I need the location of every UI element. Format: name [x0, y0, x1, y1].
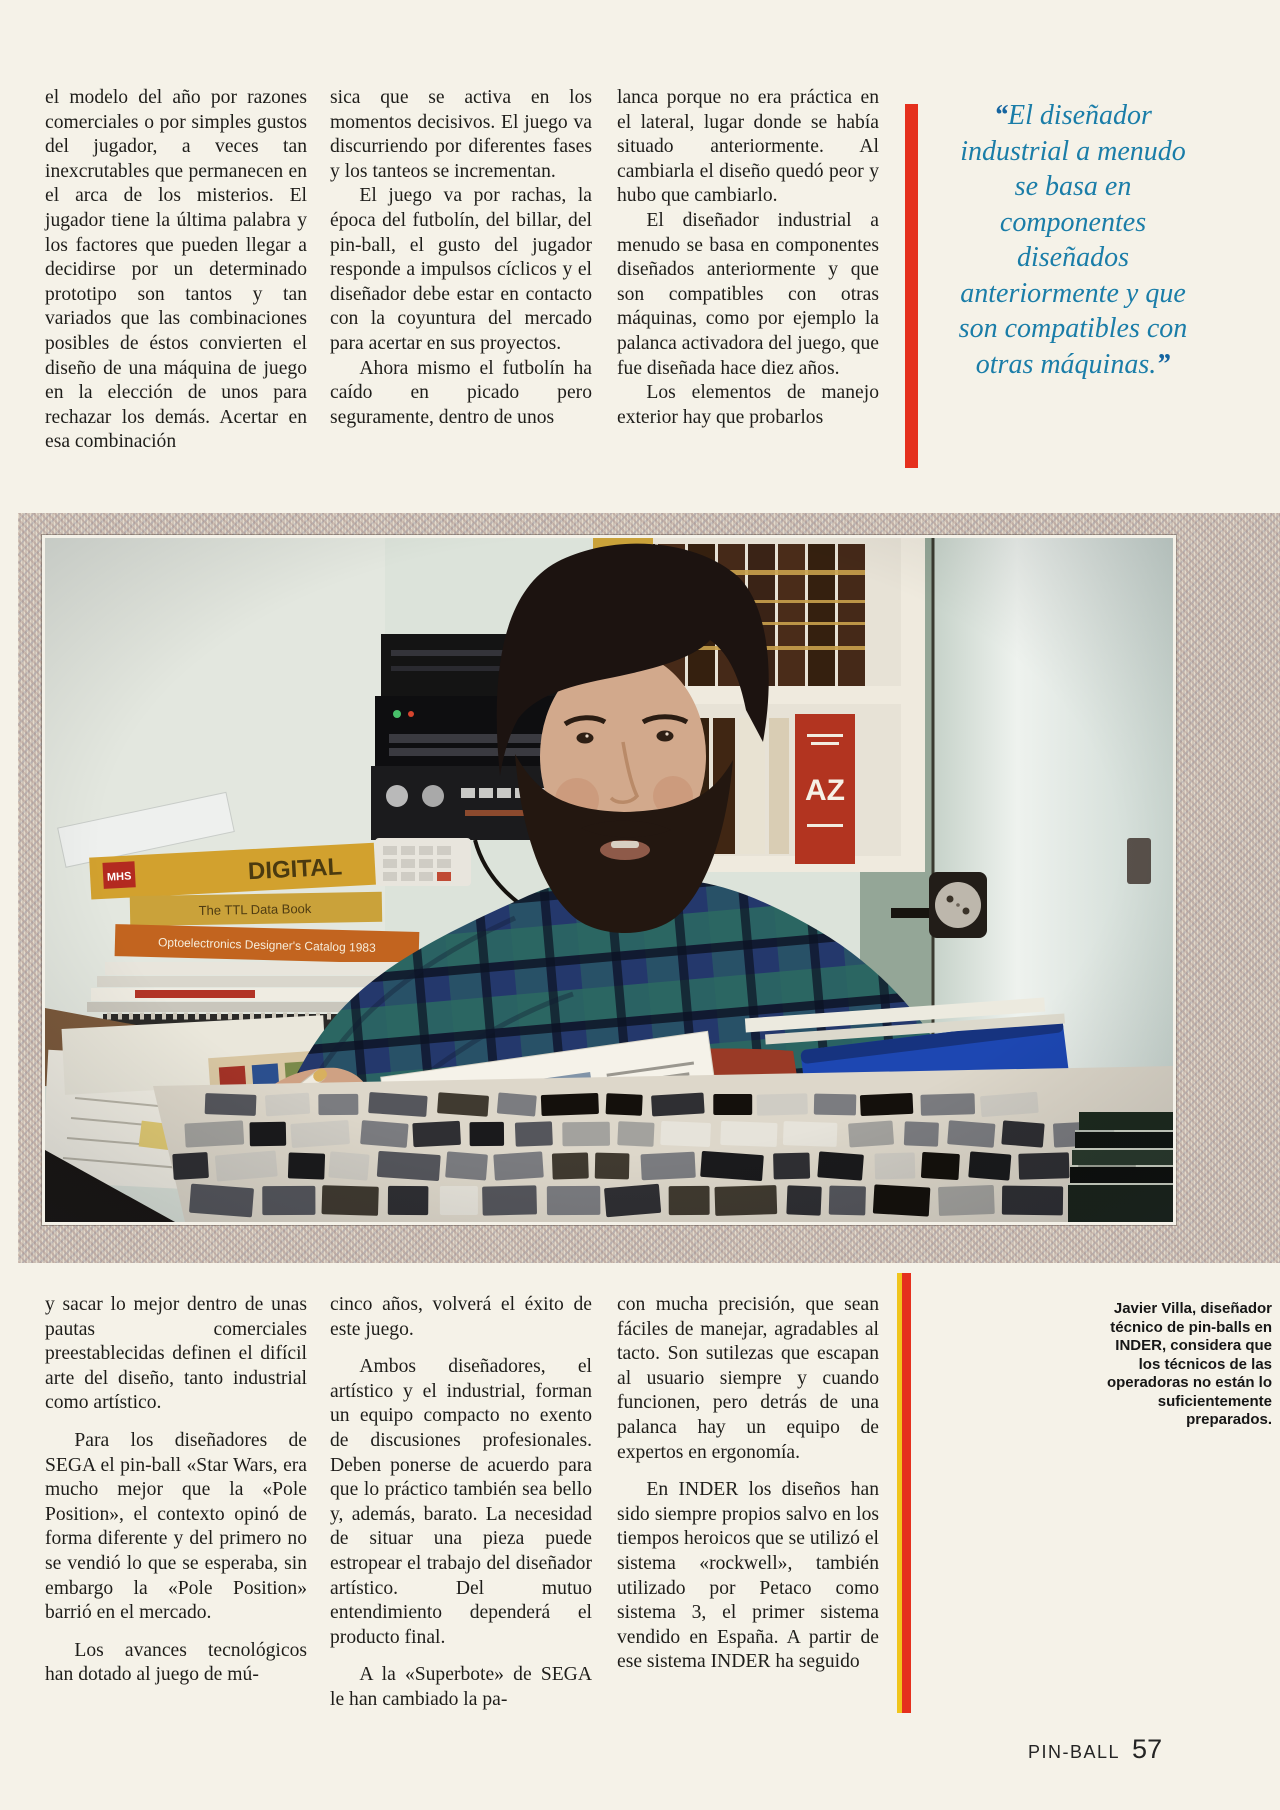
paragraph: Ambos diseñadores, el artístico y el industrial, forman un equipo compacto no exento de discusiones profesionales. Deben ponerse de acuerdo para que lo práctico también sea bello y, además, barato. La necesidad de situar una pieza puede estropear el trabajo del diseñador artístico. Del mutuo entendimiento dependerá el producto final.: [330, 1356, 592, 1648]
folio-page-number: 57: [1132, 1734, 1163, 1764]
close-quote-mark: ”: [1156, 348, 1171, 380]
photo-mat: [18, 513, 1280, 1263]
top-column-1: [45, 86, 307, 455]
paragraph: Ahora mismo el futbolín ha caído en picado pero seguramente, dentro de unos: [330, 357, 592, 428]
paragraph: El juego va por rachas, la época del futbolín, del billar, del pin-ball, el gusto del jugador responde a impulsos cíclicos y el diseñador debe estar en contacto con la coyuntura del mercado para acertar en sus proyectos.: [330, 185, 592, 354]
photo-illustration: [45, 538, 1173, 1222]
page-folio: [1028, 1734, 1162, 1765]
yellow-red-accent-bar: [897, 1273, 911, 1713]
paragraph: Los elementos de manejo exterior hay que probarlos: [617, 382, 879, 428]
photo-caption: Javier Villa, diseñador técnico de pin-balls en INDER, considera que los técnicos de las operadoras no están lo suficientemente preparados.: [1106, 1300, 1272, 1428]
top-column-3: [617, 86, 879, 430]
bottom-column-3: [617, 1293, 879, 1675]
bottom-column-1: [45, 1293, 307, 1688]
paragraph: Los avances tecnológicos han dotado al juego de mú-: [45, 1639, 307, 1686]
pull-quote-text: [947, 98, 1199, 382]
paragraph: Para los diseñadores de SEGA el pin-ball «Star Wars, era mucho mejor que la «Pole Position», el contexto opinó de forma diferente y del primero no se vendió lo que se esperaba, sin embargo la «Pole Position» barrió en el mercado.: [45, 1429, 307, 1624]
pull-quote: [905, 98, 1277, 508]
paragraph: El diseñador industrial a menudo se basa en componentes diseñados anteriormente y que son compatibles con otras máquinas, como por ejemplo la palanca activadora del juego, que fue diseñada hace diez años.: [617, 209, 879, 379]
photo: [42, 535, 1176, 1225]
paragraph: con mucha precisión, que sean fáciles de manejar, agradables al tacto. Son sutilezas que escapan al usuario siempre y cuando funcionen, pero detrás de una palanca hay un equipo de expertos en ergonomía.: [617, 1294, 879, 1463]
pull-quote-body: El diseñador industrial a menudo se basa en componentes diseñados anteriormente y que son compatibles con otras máquinas.: [958, 100, 1188, 380]
paragraph: sica que se activa en los momentos decisivos. El juego va discurriendo por diferentes fases y los tanteos se incrementan.: [330, 87, 592, 182]
open-quote-mark: “: [994, 100, 1009, 131]
paragraph: el modelo del año por razones comerciales o por simples gustos del jugador, a veces tan inexcrutables que permanecen en el arca de los misterios. El jugador tiene la última palabra y los factores que pueden llegar a decidirse por un determinado prototipo son tantos y tan variados que las combinaciones posibles de éstos convierten el diseño de una máquina de juego en la elección de unos para rechazar los demás. Acertar en esa combinación: [45, 87, 307, 453]
photo-vignette: [45, 538, 1173, 1222]
red-accent-bar: [905, 104, 918, 468]
top-column-2: [330, 86, 592, 430]
paragraph: En INDER los diseños han sido siempre propios salvo en los tiempos heroicos que se utilizó el sistema «rockwell», también utilizado por Petaco como sistema 3, el primer sistema vendido en España. A partir de ese sistema INDER ha seguido: [617, 1479, 879, 1673]
paragraph: A la «Superbote» de SEGA le han cambiado la pa-: [330, 1664, 592, 1710]
bottom-column-2: [330, 1293, 592, 1713]
paragraph: cinco años, volverá el éxito de este juego.: [330, 1294, 592, 1340]
paragraph: y sacar lo mejor dentro de unas pautas comerciales preestablecidas definen el difícil arte del diseño, tanto industrial como artístico.: [45, 1294, 307, 1414]
paragraph: lanca porque no era práctica en el lateral, lugar donde se había situado anteriormente. Al cambiarla el diseño quedó peor y hubo que cambiarlo.: [617, 87, 879, 207]
folio-title: PIN-BALL: [1028, 1742, 1121, 1762]
